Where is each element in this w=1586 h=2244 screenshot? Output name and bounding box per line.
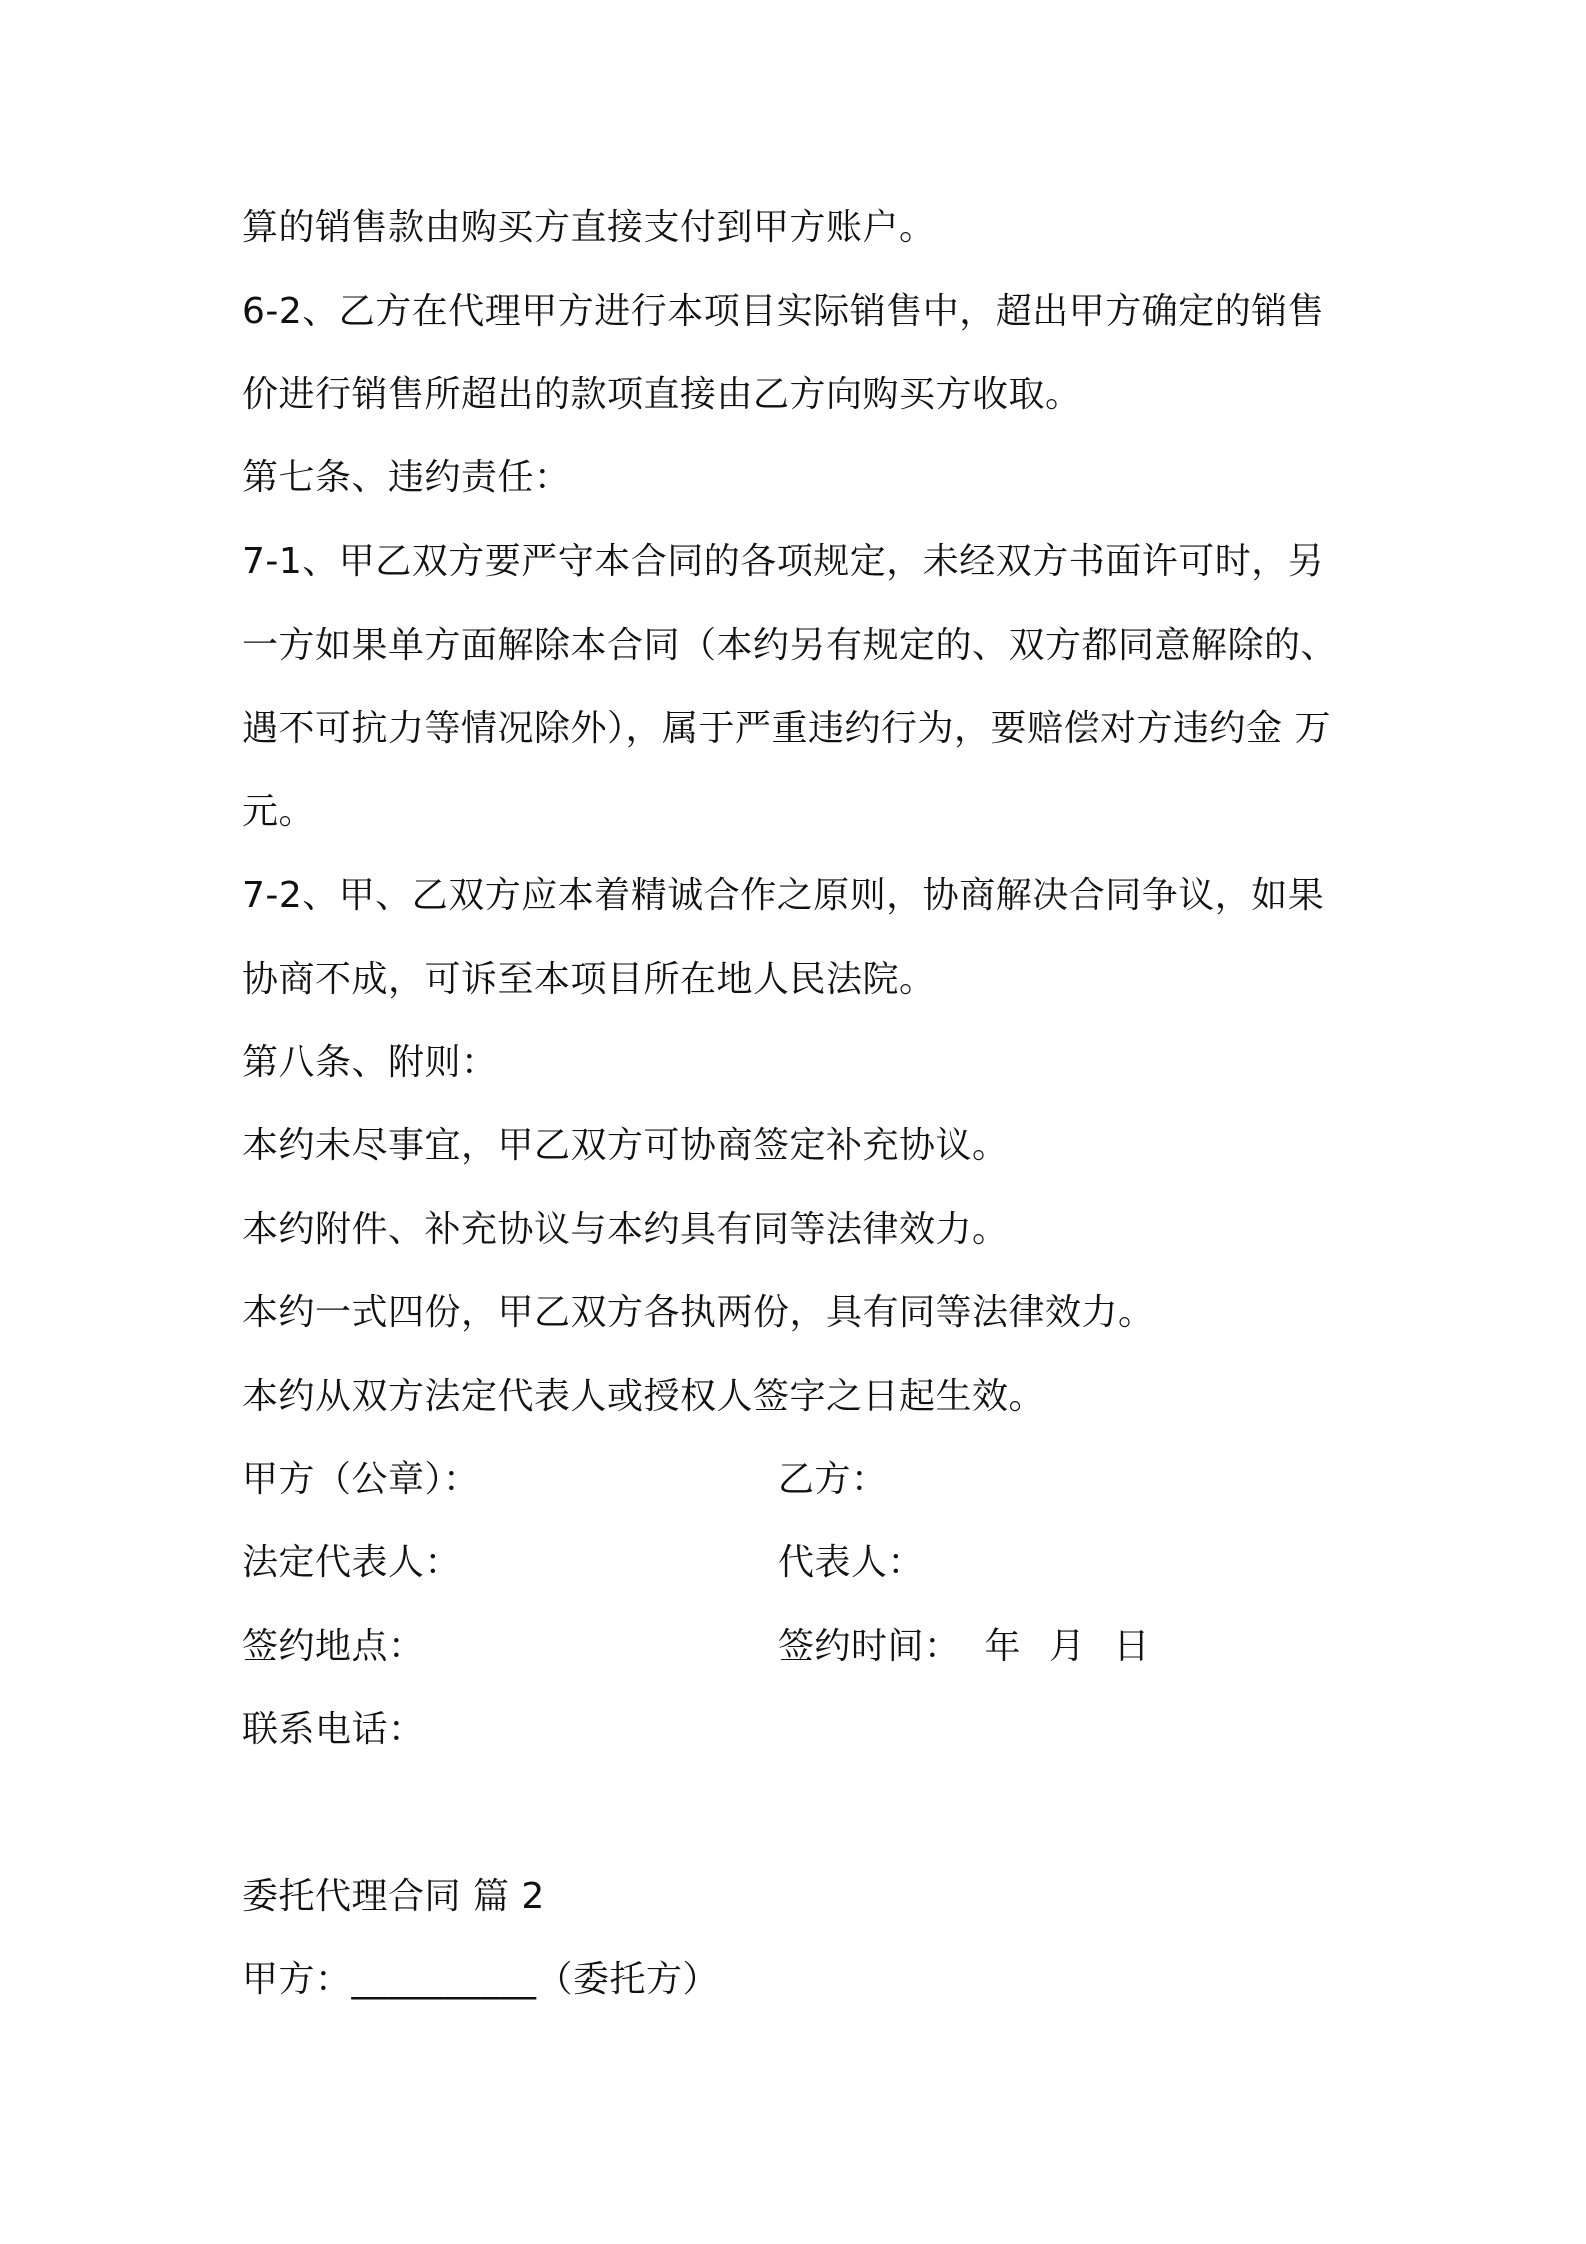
sign-place-label: 签约地点：: [242, 1626, 425, 1667]
clause-7-1-line-1: 7-1、甲乙双方要严守本合同的各项规定，未经双方书面许可时，另: [242, 541, 1325, 582]
rep-label: 代表人：: [778, 1542, 925, 1583]
article-7-heading: 第七条、违约责任：: [242, 457, 571, 498]
sign-time-field: [778, 1625, 1150, 1669]
clause-7-1-line-3: 遇不可抗力等情况除外），属于严重违约行为，要赔偿对方违约金 万: [242, 708, 1331, 749]
month-label: 月: [1049, 1626, 1086, 1667]
clause-7-2-line-1: 7-2、甲、乙双方应本着精诚合作之原则，协商解决合同争议，如果: [242, 875, 1325, 916]
text-line: 算的销售款由购买方直接支付到甲方账户。: [242, 207, 936, 248]
phone-label: 联系电话：: [242, 1709, 425, 1750]
article-8-heading: 第八条、附则：: [242, 1042, 498, 1083]
appendix-line-4: 本约从双方法定代表人或授权人签字之日起生效。: [242, 1376, 1046, 1417]
next-contract-party-a: 甲方：__________（委托方）: [242, 1959, 720, 2000]
appendix-line-3: 本约一式四份，甲乙双方各执两份，具有同等法律效力。: [242, 1292, 1155, 1333]
next-contract-title: 委托代理合同 篇 2: [242, 1876, 545, 1917]
appendix-line-2: 本约附件、补充协议与本约具有同等法律效力。: [242, 1209, 1009, 1250]
party-b-label: 乙方：: [778, 1459, 888, 1500]
year-label: 年: [984, 1626, 1022, 1667]
day-label: 日: [1113, 1626, 1151, 1667]
clause-6-2-line-2: 价进行销售所超出的款项直接由乙方向购买方收取。: [242, 374, 1082, 415]
clause-7-1-line-4: 元。: [242, 791, 316, 832]
clause-7-2-line-2: 协商不成，可诉至本项目所在地人民法院。: [242, 959, 936, 1000]
appendix-line-1: 本约未尽事宜，甲乙双方可协商签定补充协议。: [242, 1125, 1009, 1166]
clause-6-2-line-1: 6-2、乙方在代理甲方进行本项目实际销售中，超出甲方确定的销售: [242, 291, 1325, 332]
sign-time-label: 签约时间：: [778, 1626, 961, 1667]
clause-7-1-line-2: 一方如果单方面解除本合同（本约另有规定的、双方都同意解除的、: [242, 625, 1338, 666]
legal-rep-label: 法定代表人：: [242, 1542, 462, 1583]
party-a-seal-label: 甲方（公章）：: [242, 1459, 480, 1500]
